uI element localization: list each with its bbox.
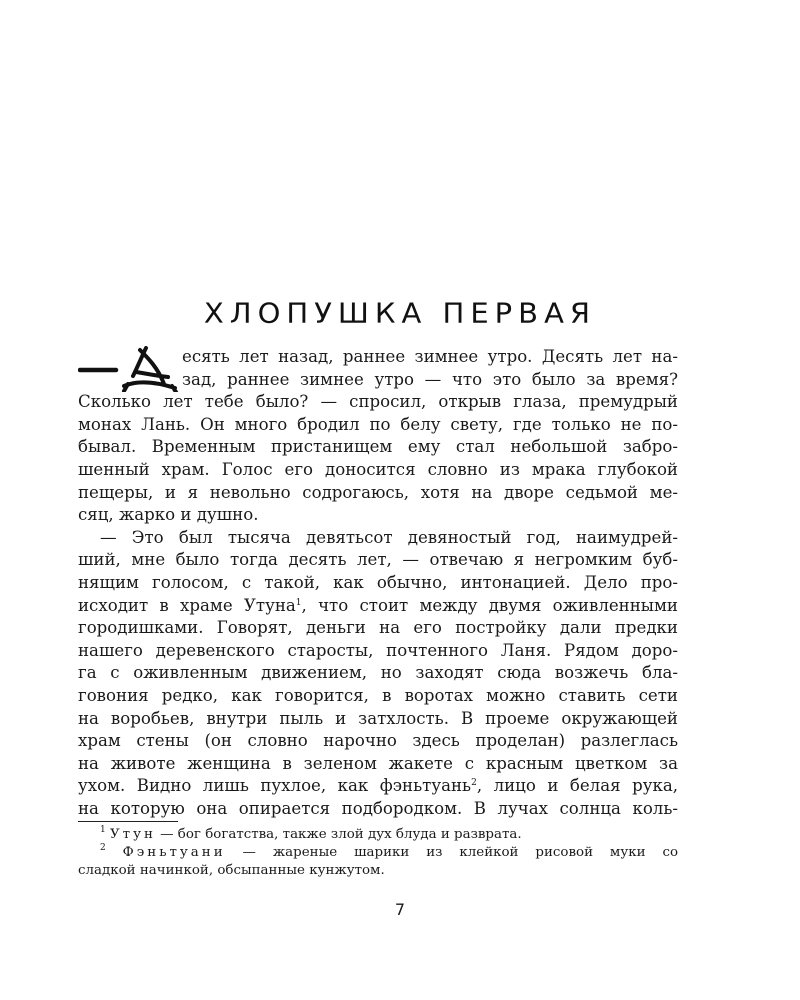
chapter-title: ХЛОПУШКА ПЕРВАЯ [203,296,597,330]
text-segment: , что стоит между двумя оживленными [301,595,678,615]
text-line [78,595,678,618]
text-segment: ухом. Видно лишь пухлое, как фэньтуань [78,776,472,796]
footnote-mark: 2 [100,843,106,853]
text-line: Сколько лет тебе было? — спросил, открыв глаза, премудрый [78,392,678,412]
footnote-ref: 2 [471,778,477,789]
text-line: городишками. Говорят, деньги на его постройку дали предки [78,618,678,638]
drop-cap-letter-shape [124,348,176,392]
text-line: сяц, жарко и душно. [78,505,259,525]
text-line: нашего деревенского старосты, почтенного Ланя. Рядом доро- [78,640,678,660]
text-line: есять лет назад, раннее зимнее утро. Десять лет на- [182,347,678,366]
text-line: на которую она опирается подбородком. В лучах солнца коль- [78,798,678,818]
footnote-text: — бог богатства, также злой дух блуда и разврата. [155,827,522,842]
footnote-1 [78,826,678,844]
footnote-text: — жареные шарики из клейкой рисовой муки со [225,845,678,860]
footnote-term: Утун [110,827,156,842]
text-line: монах Лань. Он много бродил по белу свету, где только не по- [78,414,678,434]
body-text [78,346,678,820]
footnote-ref: 1 [295,597,302,608]
text-segment: исходит в храме Утуна [78,595,296,615]
footnote-term: Фэньтуани [122,845,226,860]
text-line: ший, мне было тогда десять лет, — отвечаю я негромким буб- [78,550,678,570]
text-segment: , лицо и белая рука, [476,776,678,796]
text-line: нящим голосом, с такой, как обычно, интонацией. Дело про- [78,572,678,592]
text-line: пещеры, и я невольно содрогаюсь, хотя на дворе седьмой ме- [78,482,678,502]
text-line: говония редко, как говорится, в воротах можно ставить сети [78,685,678,705]
text-line: зад, раннее зимнее утро — что это было за время? [182,369,678,389]
footnote-divider [78,821,178,822]
text-line: га с оживленным движением, но заходят сюда возжечь бла- [78,663,678,683]
footnotes [78,826,678,880]
text-line: шенный храм. Голос его доносится словно из мрака глубокой [78,459,678,479]
text-line: — Это был тысяча девятьсот девяностый год, наимудрей- [100,527,678,547]
text-line [78,775,678,798]
footnote-2-continuation: сладкой начинкой, обсыпанные кунжутом. [78,863,385,878]
page-number: 7 [394,900,406,919]
drop-cap [78,346,180,392]
text-line: на животе женщина в зеленом жакете с красным цветком за [78,753,678,773]
text-line: храм стены (он словно нарочно здесь проделан) разлеглась [78,731,678,751]
text-line: бывал. Временным пристанищем ему стал небольшой забро- [78,437,678,457]
footnote-2 [78,844,678,862]
text-line: на воробьев, внутри пыль и затхлость. В проеме окружающей [78,708,678,728]
footnote-mark: 1 [100,825,106,835]
